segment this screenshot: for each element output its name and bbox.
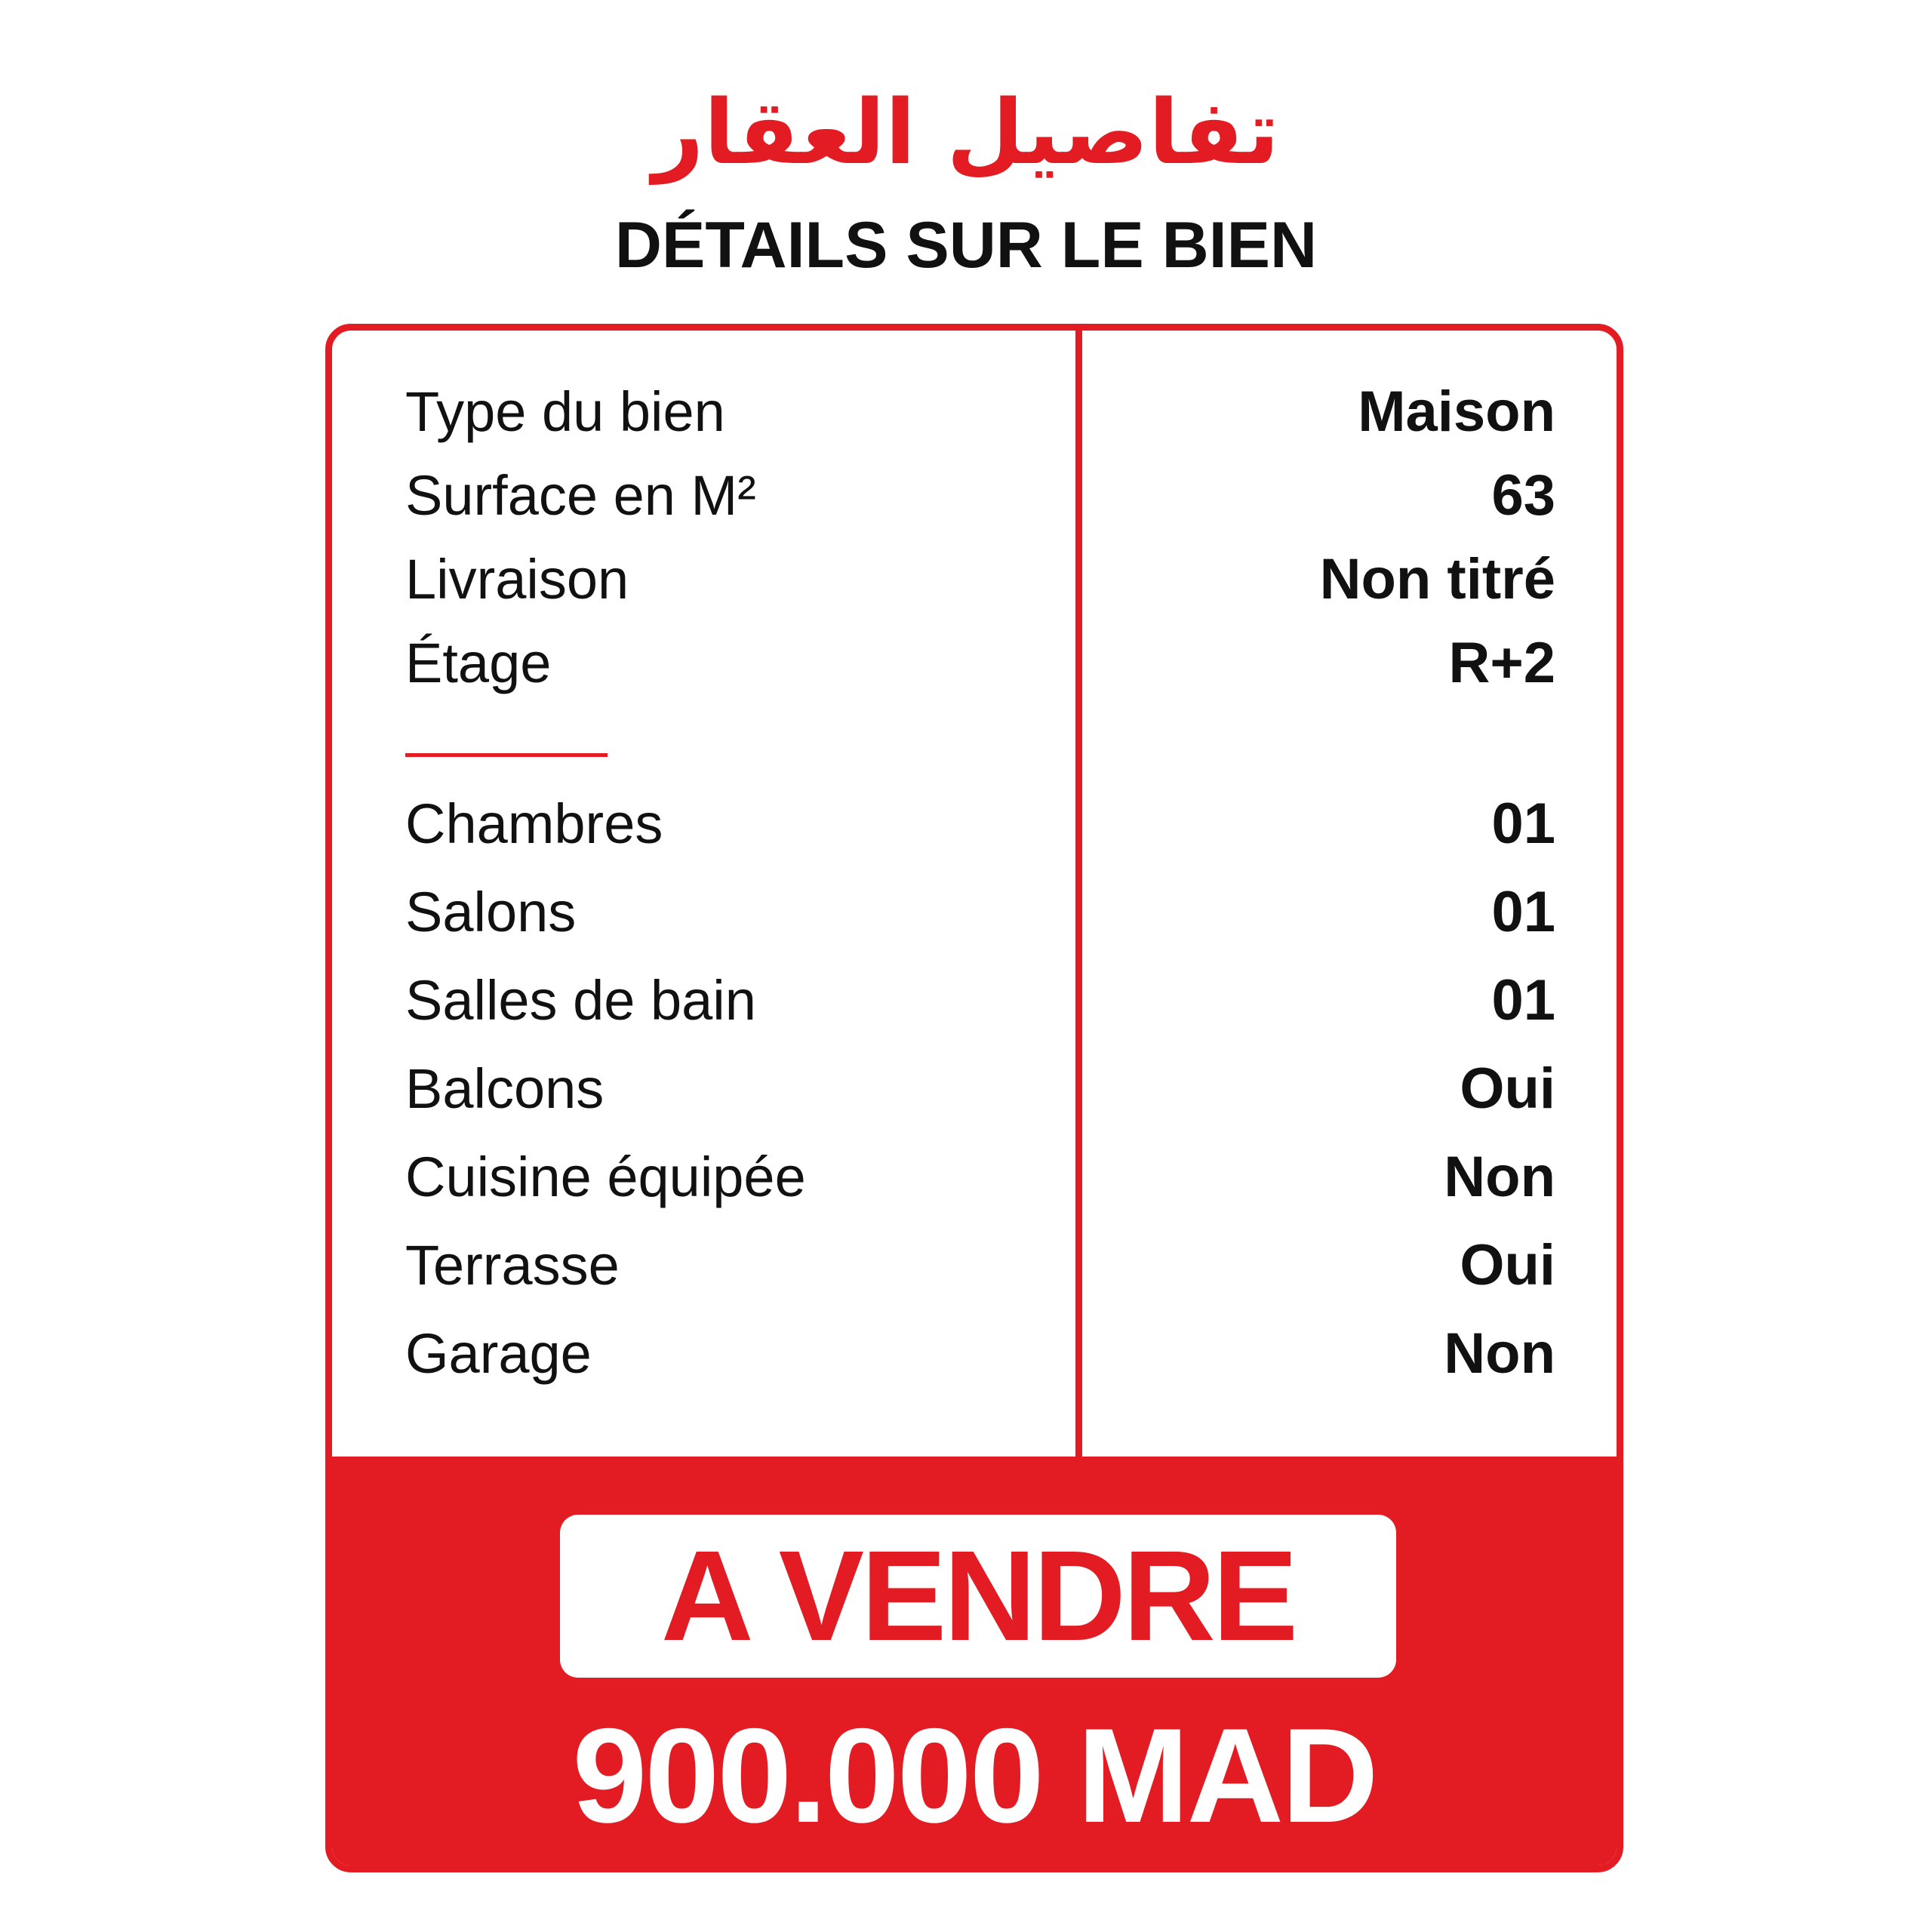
detail-row-salons (332, 875, 1617, 950)
detail-value: 01 (1491, 968, 1555, 1032)
detail-row-livraison (332, 542, 1617, 617)
detail-label: Cuisine équipée (405, 1146, 806, 1208)
detail-value: 63 (1491, 463, 1555, 528)
price-footer (332, 1457, 1617, 1872)
detail-label: Garage (405, 1322, 592, 1385)
detail-label: Chambres (405, 792, 663, 855)
detail-label: Balcons (405, 1057, 605, 1120)
detail-value: Non titré (1319, 547, 1555, 611)
detail-row-terrasse (332, 1228, 1617, 1303)
detail-label: Surface en M² (405, 464, 756, 527)
detail-row-surface (332, 458, 1617, 534)
page-title: DÉTAILS SUR LE BIEN (614, 209, 1318, 281)
detail-row-etage (332, 626, 1617, 701)
detail-value: Oui (1460, 1057, 1555, 1121)
detail-label: Étage (405, 632, 552, 694)
detail-row-chambres (332, 786, 1617, 862)
detail-value: Non (1444, 1321, 1555, 1386)
detail-row-salles-de-bain (332, 963, 1617, 1038)
detail-value: R+2 (1448, 631, 1555, 695)
detail-row-cuisine (332, 1140, 1617, 1215)
section-divider (405, 753, 608, 757)
price: 900.000 MAD (572, 1700, 1377, 1850)
detail-label: Salles de bain (405, 969, 756, 1032)
detail-label: Type du bien (405, 380, 725, 443)
property-details-card (325, 324, 1623, 1872)
detail-value: 01 (1491, 792, 1555, 856)
detail-row-balcons (332, 1051, 1617, 1127)
detail-value: 01 (1491, 880, 1555, 944)
detail-row-garage (332, 1316, 1617, 1392)
detail-label: Livraison (405, 548, 629, 611)
arabic-title: تفاصيل العقار (652, 80, 1280, 184)
detail-value: Non (1444, 1145, 1555, 1209)
detail-value: Oui (1460, 1233, 1555, 1297)
detail-label: Salons (405, 881, 577, 943)
detail-row-type (332, 374, 1617, 450)
for-sale-badge: A VENDRE (560, 1515, 1396, 1678)
detail-value: Maison (1358, 380, 1555, 444)
detail-label: Terrasse (405, 1234, 620, 1297)
